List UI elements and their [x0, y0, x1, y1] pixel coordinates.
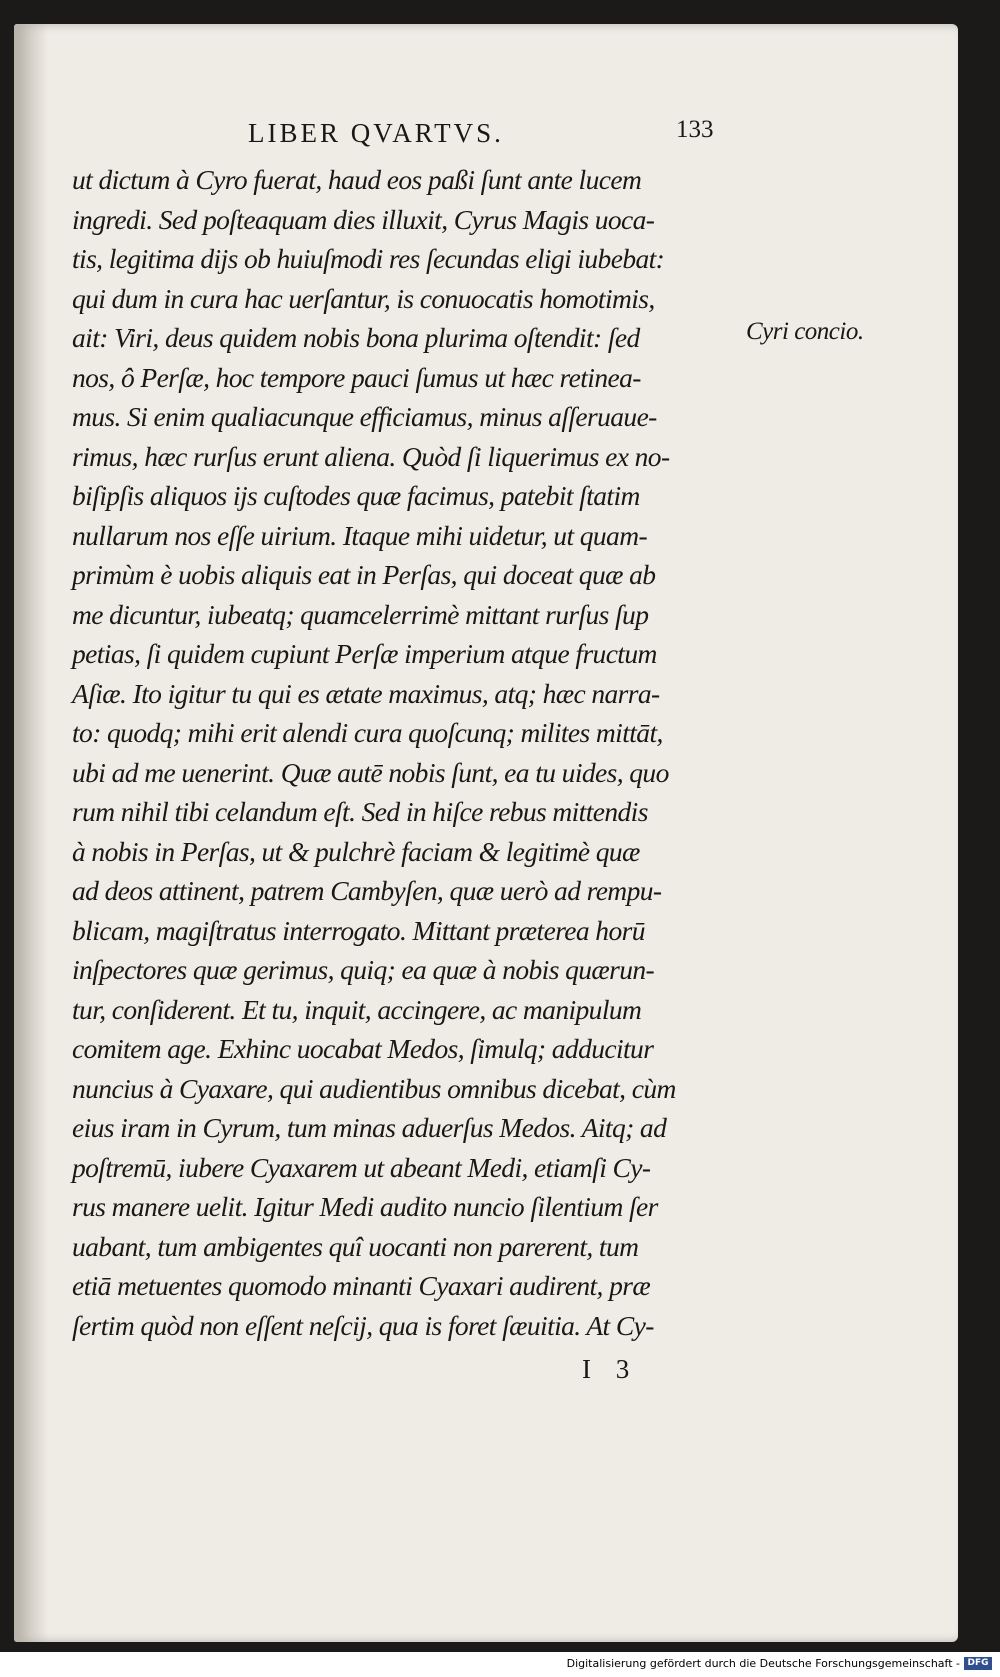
text-line: me dicuntur, iubeatq; quamcelerrimè mittant rurſus ſup: [72, 598, 649, 630]
text-line: etiā metuentes quomodo minanti Cyaxari audirent, præ: [72, 1270, 651, 1301]
text-line: poſtremū, iubere Cyaxarem ut abeant Medi, etiamſi Cy-: [72, 1151, 651, 1183]
text-line: eius iram in Cyrum, tum minas aduerſus Medos. Aitq; ad: [72, 1112, 667, 1143]
text-line: rimus, hæc rurſus erunt aliena. Quòd ſi liquerimus ex no-: [72, 440, 670, 472]
text-line: qui dum in cura hac uerſantur, is conuocatis homotimis,: [72, 282, 655, 314]
running-head: LIBER QVARTVS.: [248, 118, 504, 148]
page-gutter-shadow: [14, 24, 48, 1642]
text-line: rum nihil tibi celandum eſt. Sed in hiſce rebus mittendis: [72, 796, 648, 827]
page-number: 133: [676, 116, 714, 143]
digitization-footer: [0, 1652, 1000, 1677]
text-line: tur, conſiderent. Et tu, inquit, accingere, ac manipulum: [72, 993, 642, 1025]
marginal-note: Cyri concio.: [746, 318, 864, 345]
text-line: nuncius à Cyaxare, qui audientibus omnibus dicebat, cùm: [72, 1072, 676, 1104]
text-line: to: quodq; mihi erit alendi cura quoſcunq; milites mittāt,: [72, 717, 663, 748]
text-line: inſpectores quæ gerimus, quiq; ea quæ à nobis quærun-: [72, 954, 655, 985]
text-line: ait: Viri, deus quidem nobis bona plurima oſtendit: ſed: [72, 322, 640, 353]
text-line: nos, ô Perſæ, hoc tempore pauci ſumus ut hæc retinea-: [72, 361, 641, 393]
text-line: mus. Si enim qualiacunque efficiamus, minus aſſeruaue-: [72, 401, 657, 432]
text-line: petias, ſi quidem cupiunt Perſæ imperium atque fructum: [72, 638, 657, 669]
text-line: ingredi. Sed poſteaquam dies illuxit, Cyrus Magis uoca-: [72, 203, 655, 235]
footer-credit: Digitalisierung gefördert durch die Deutsche Forschungsgemeinschaft -: [566, 1657, 960, 1670]
text-line: rus manere uelit. Igitur Medi audito nuncio ſilentium ſer: [72, 1191, 658, 1222]
text-line: ubi ad me uenerint. Quæ autē nobis ſunt, ea tu uides, quo: [72, 756, 669, 788]
text-line: blicam, magiſtratus interrogato. Mittant præterea horū: [72, 914, 645, 946]
dfg-logo: DFG: [964, 1657, 992, 1670]
signature-mark: I 3: [582, 1354, 630, 1384]
body-text: [72, 160, 752, 1345]
text-line: uabant, tum ambigentes quî uocanti non parerent, tum: [72, 1230, 639, 1262]
text-line: tis, legitima dijs ob huiuſmodi res ſecundas eligi iubebat:: [72, 243, 665, 274]
text-line: ſertim quòd non eſſent neſcij, qua is foret ſæuitia. At Cy-: [72, 1309, 654, 1341]
text-line: comitem age. Exhinc uocabat Medos, ſimulq; adducitur: [72, 1033, 654, 1064]
text-line: biſipſis aliquos ijs cuſtodes quæ facimus, patebit ſtatim: [72, 480, 640, 511]
text-line: à nobis in Perſas, ut & pulchrè faciam & legitimè quæ: [72, 835, 640, 867]
text-line: nullarum nos eſſe uirium. Itaque mihi uidetur, ut quam-: [72, 519, 648, 551]
text-line: Aſiæ. Ito igitur tu qui es ætate maximus, atq; hæc narra-: [72, 677, 660, 709]
text-line: ad deos attinent, patrem Cambyſen, quæ uerò ad rempu-: [72, 875, 662, 906]
text-line: ut dictum à Cyro fuerat, haud eos paßi ſunt ante lucem: [72, 164, 642, 195]
text-line: primùm è uobis aliquis eat in Perſas, qui doceat quæ ab: [72, 559, 656, 590]
